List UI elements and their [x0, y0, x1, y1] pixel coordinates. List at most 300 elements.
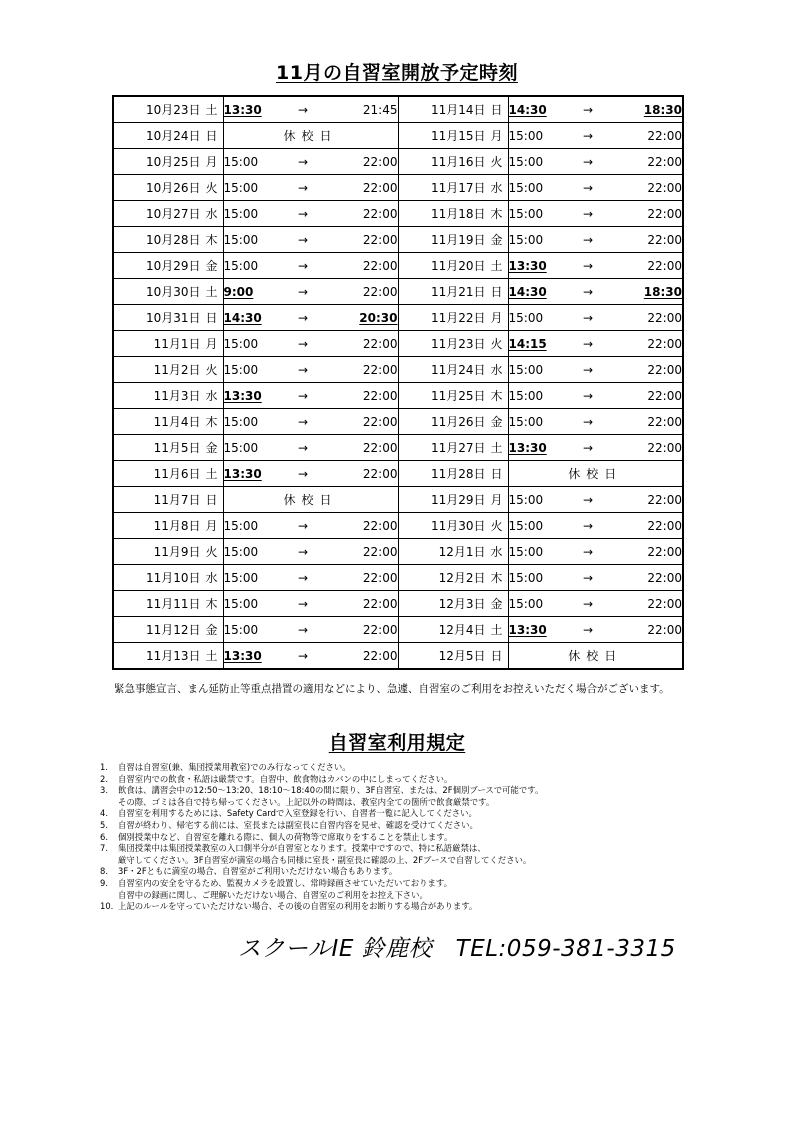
rule-item [100, 774, 690, 786]
schedule-date: 10月24日 [145, 129, 201, 143]
arrow-icon: → [568, 331, 608, 357]
schedule-date: 10月28日 [145, 233, 201, 247]
schedule-date-cell [113, 96, 223, 123]
schedule-date: 12月2日 [438, 571, 486, 585]
closed-label: 休校日 [223, 487, 398, 513]
schedule-date-cell [398, 357, 508, 383]
close-time [323, 383, 398, 409]
close-time [323, 565, 398, 591]
close-time [323, 253, 398, 279]
arrow-icon: → [283, 513, 323, 539]
schedule-weekday: 火 [205, 181, 218, 195]
arrow-icon: → [568, 591, 608, 617]
close-time-value: 22:00 [647, 362, 682, 377]
schedule-date-cell [398, 617, 508, 643]
close-time-value: 22:00 [647, 414, 682, 429]
close-time [323, 539, 398, 565]
close-time [608, 227, 683, 253]
schedule-weekday: 日 [205, 311, 218, 325]
close-time-value: 22:00 [362, 388, 398, 403]
schedule-date-cell [398, 513, 508, 539]
schedule-date: 11月5日 [153, 441, 201, 455]
arrow-icon: → [283, 357, 323, 383]
schedule-row [113, 201, 683, 227]
schedule-date-cell [398, 461, 508, 487]
open-time [223, 643, 283, 670]
rule-text: 自習は自習室(兼、集団授業用教室)でのみ行なってください。 [118, 762, 351, 772]
schedule-title: 11月の自習室開放予定時刻 [276, 62, 518, 84]
open-time [508, 539, 568, 565]
open-time-value: 13:30 [508, 258, 547, 273]
close-time [323, 643, 398, 670]
open-time-value: 15:00 [508, 180, 544, 195]
schedule-row [113, 539, 683, 565]
schedule-weekday: 日 [205, 493, 218, 507]
schedule-weekday: 日 [205, 129, 218, 143]
rule-item [100, 901, 690, 913]
open-time [223, 149, 283, 175]
closed-label: 休校日 [508, 643, 683, 670]
close-time-value: 22:00 [647, 180, 682, 195]
close-time-value: 18:30 [643, 284, 682, 299]
schedule-date-cell [113, 175, 223, 201]
close-time-value: 22:00 [647, 336, 682, 351]
schedule-weekday: 金 [490, 597, 503, 611]
close-time [608, 253, 683, 279]
schedule-date: 11月11日 [145, 597, 201, 611]
arrow-icon: → [568, 227, 608, 253]
open-time-value: 15:00 [508, 414, 544, 429]
open-time-value: 15:00 [223, 518, 259, 533]
schedule-date-cell [113, 617, 223, 643]
schedule-date-cell [398, 539, 508, 565]
rule-text-continued: 自習中の録画に関し、ご理解いただけない場合、自習室のご利用をお控え下さい。 [118, 889, 428, 900]
schedule-row [113, 565, 683, 591]
close-time [323, 149, 398, 175]
close-time [608, 513, 683, 539]
schedule-row [113, 149, 683, 175]
arrow-icon: → [283, 539, 323, 565]
close-time-value: 22:00 [362, 284, 398, 299]
arrow-icon: → [283, 591, 323, 617]
open-time [508, 617, 568, 643]
schedule-date: 11月24日 [430, 363, 486, 377]
schedule-weekday: 月 [490, 493, 503, 507]
schedule-date: 11月18日 [430, 207, 486, 221]
arrow-icon: → [568, 305, 608, 331]
schedule-row [113, 331, 683, 357]
open-time [508, 201, 568, 227]
rule-number: 3. [100, 785, 108, 796]
close-time [323, 175, 398, 201]
schedule-row [113, 409, 683, 435]
schedule-date-cell [398, 253, 508, 279]
open-time-value: 15:00 [508, 206, 544, 221]
schedule-date: 11月8日 [153, 519, 201, 533]
schedule-weekday: 日 [490, 285, 503, 299]
open-time [508, 227, 568, 253]
schedule-row [113, 643, 683, 670]
schedule-weekday: 火 [490, 337, 503, 351]
rule-item [100, 820, 690, 832]
schedule-date-cell [398, 227, 508, 253]
schedule-weekday: 水 [490, 363, 503, 377]
open-time-value: 15:00 [223, 232, 259, 247]
schedule-date: 11月17日 [430, 181, 486, 195]
close-time [323, 617, 398, 643]
open-time-value: 15:00 [508, 362, 544, 377]
schedule-weekday: 日 [490, 467, 503, 481]
arrow-icon: → [283, 227, 323, 253]
schedule-weekday: 日 [490, 103, 503, 117]
schedule-date-cell [113, 383, 223, 409]
open-time-value: 15:00 [508, 596, 544, 611]
schedule-weekday: 金 [490, 233, 503, 247]
open-time [508, 591, 568, 617]
schedule-date: 11月9日 [153, 545, 201, 559]
schedule-date-cell [113, 461, 223, 487]
schedule-date: 11月10日 [145, 571, 201, 585]
schedule-date: 11月15日 [430, 129, 486, 143]
rule-number: 9. [100, 877, 108, 888]
open-time [223, 227, 283, 253]
rule-number: 8. [100, 866, 108, 877]
schedule-date-cell [398, 409, 508, 435]
schedule-weekday: 金 [205, 259, 218, 273]
schedule-row [113, 617, 683, 643]
rule-number: 1. [100, 762, 108, 772]
schedule-row [113, 383, 683, 409]
open-time [223, 201, 283, 227]
rule-item [100, 832, 690, 844]
arrow-icon: → [283, 96, 323, 123]
schedule-date: 10月26日 [145, 181, 201, 195]
close-time [608, 617, 683, 643]
schedule-date: 11月4日 [153, 415, 201, 429]
schedule-weekday: 金 [205, 441, 218, 455]
open-time-value: 15:00 [223, 440, 259, 455]
open-time-value: 15:00 [223, 258, 259, 273]
rule-text: 自習が終わり、帰宅する前には、室長または副室長に自習内容を見せ、確認を受けてください。 [118, 819, 478, 830]
schedule-date: 11月25日 [430, 389, 486, 403]
schedule-row [113, 461, 683, 487]
close-time-value: 22:00 [362, 414, 398, 429]
schedule-weekday: 土 [490, 441, 503, 455]
open-time-value: 15:00 [508, 128, 544, 143]
close-time-value: 22:00 [647, 518, 682, 533]
close-time-value: 21:45 [362, 102, 398, 117]
open-time [508, 513, 568, 539]
open-time-value: 15:00 [508, 310, 544, 325]
open-time-value: 15:00 [223, 206, 259, 221]
arrow-icon: → [283, 461, 323, 487]
schedule-date: 10月27日 [145, 207, 201, 221]
schedule-weekday: 木 [490, 389, 503, 403]
rule-number: 4. [100, 808, 108, 819]
arrow-icon: → [568, 617, 608, 643]
arrow-icon: → [283, 149, 323, 175]
close-time [323, 513, 398, 539]
rule-item [100, 808, 690, 820]
open-time-value: 15:00 [508, 570, 544, 585]
arrow-icon: → [283, 279, 323, 305]
open-time [508, 149, 568, 175]
rule-number: 6. [100, 831, 108, 842]
schedule-date-cell [113, 123, 223, 149]
schedule-row [113, 357, 683, 383]
open-time [223, 513, 283, 539]
schedule-date: 11月20日 [430, 259, 486, 273]
rule-text: 飲食は、講習会中の12:50～13:20、18:10～18:40の間に限り、3F自習室、または、2F個別ブースで可能です。 [118, 785, 544, 796]
open-time-value: 14:30 [223, 310, 262, 325]
schedule-weekday: 日 [490, 649, 503, 663]
rule-number: 5. [100, 819, 108, 830]
rule-item [100, 866, 690, 878]
schedule-weekday: 月 [490, 129, 503, 143]
open-time-value: 15:00 [223, 154, 259, 169]
schedule-date: 12月3日 [438, 597, 486, 611]
close-time [323, 357, 398, 383]
schedule-date-cell [398, 201, 508, 227]
schedule-weekday: 火 [205, 545, 218, 559]
close-time-value: 22:00 [647, 622, 682, 637]
open-time-value: 15:00 [223, 336, 259, 351]
rule-text-continued: 厳守してください。3F自習室が満室の場合も同様に室長・副室長に確認の上、2Fブースで自習してください。 [118, 854, 532, 865]
open-time-value: 15:00 [223, 414, 259, 429]
schedule-date-cell [398, 175, 508, 201]
arrow-icon: → [568, 565, 608, 591]
schedule-date: 12月4日 [438, 623, 486, 637]
schedule-date-cell [113, 331, 223, 357]
open-time-value: 15:00 [508, 518, 544, 533]
schedule-weekday: 月 [205, 337, 218, 351]
close-time [608, 539, 683, 565]
closed-label: 休校日 [223, 123, 398, 149]
schedule-weekday: 土 [490, 259, 503, 273]
schedule-body [113, 96, 683, 669]
close-time-value: 22:00 [647, 154, 682, 169]
schedule-date-cell [398, 643, 508, 670]
arrow-icon: → [568, 435, 608, 461]
open-time [508, 175, 568, 201]
schedule-date: 11月19日 [430, 233, 486, 247]
arrow-icon: → [283, 305, 323, 331]
open-time-value: 13:30 [508, 440, 547, 455]
close-time-value: 22:00 [362, 154, 398, 169]
schedule-weekday: 火 [205, 363, 218, 377]
open-time [223, 383, 283, 409]
close-time-value: 22:00 [647, 310, 682, 325]
schedule-row [113, 435, 683, 461]
schedule-date: 11月1日 [153, 337, 201, 351]
open-time [223, 591, 283, 617]
schedule-weekday: 水 [490, 545, 503, 559]
open-time [508, 279, 568, 305]
schedule-date-cell [113, 409, 223, 435]
schedule-weekday: 金 [490, 415, 503, 429]
close-time [608, 96, 683, 123]
arrow-icon: → [568, 175, 608, 201]
close-time-value: 22:00 [362, 622, 398, 637]
schedule-date: 10月31日 [145, 311, 201, 325]
close-time-value: 22:00 [362, 544, 398, 559]
open-time-value: 15:00 [508, 232, 544, 247]
open-time-value: 13:30 [508, 622, 547, 637]
schedule-date-cell [113, 643, 223, 670]
close-time [608, 565, 683, 591]
schedule-weekday: 月 [205, 519, 218, 533]
schedule-weekday: 土 [205, 649, 218, 663]
schedule-weekday: 木 [490, 207, 503, 221]
schedule-date: 12月5日 [438, 649, 486, 663]
open-time-value: 13:30 [223, 102, 262, 117]
schedule-date: 11月3日 [153, 389, 201, 403]
close-time [608, 591, 683, 617]
arrow-icon: → [568, 487, 608, 513]
schedule-date-cell [113, 253, 223, 279]
close-time [608, 149, 683, 175]
schedule-date: 11月23日 [430, 337, 486, 351]
rule-text-continued: その際、ゴミは各自で持ち帰ってください。上記以外の時間は、教室内全ての箇所で飲食厳禁です。 [118, 796, 495, 807]
schedule-date-cell [398, 279, 508, 305]
close-time [323, 305, 398, 331]
schedule-date-cell [113, 279, 223, 305]
open-time-value: 13:30 [223, 648, 262, 663]
rules-title: 自習室利用規定 [328, 732, 466, 754]
open-time [508, 565, 568, 591]
close-time-value: 22:00 [362, 466, 398, 481]
open-time-value: 15:00 [223, 544, 259, 559]
close-time [608, 331, 683, 357]
schedule-weekday: 火 [490, 155, 503, 169]
schedule-date-cell [113, 435, 223, 461]
open-time [508, 487, 568, 513]
open-time [508, 253, 568, 279]
schedule-weekday: 木 [205, 597, 218, 611]
rule-text: 個別授業中など、自習室を離れる際に、個人の荷物等で席取りをすることを禁止します。 [118, 831, 453, 842]
close-time-value: 20:30 [359, 310, 398, 325]
schedule-date: 10月29日 [145, 259, 201, 273]
schedule-row [113, 96, 683, 123]
schedule-weekday: 火 [490, 519, 503, 533]
rule-text: 自習室内の安全を守るため、監視カメラを設置し、常時録画させていただいております。 [118, 877, 452, 888]
close-time-value: 22:00 [647, 492, 682, 507]
arrow-icon: → [283, 331, 323, 357]
close-time [608, 357, 683, 383]
arrow-icon: → [283, 383, 323, 409]
open-time-value: 15:00 [223, 180, 259, 195]
arrow-icon: → [568, 201, 608, 227]
close-time-value: 22:00 [362, 336, 398, 351]
schedule-date-cell [398, 487, 508, 513]
arrow-icon: → [568, 409, 608, 435]
rules-list [100, 762, 690, 913]
arrow-icon: → [283, 435, 323, 461]
schedule-date: 11月6日 [153, 467, 201, 481]
schedule-date-cell [113, 149, 223, 175]
schedule-date: 11月22日 [430, 311, 486, 325]
schedule-date-cell [398, 565, 508, 591]
schedule-date: 11月2日 [153, 363, 201, 377]
rule-text: 自習室内での飲食・私語は厳禁です。自習中、飲食物はカバンの中にしまってください。 [118, 773, 453, 784]
arrow-icon: → [283, 175, 323, 201]
schedule-weekday: 水 [205, 571, 218, 585]
schedule-row [113, 175, 683, 201]
schedule-date-cell [113, 591, 223, 617]
close-time [608, 487, 683, 513]
open-time-value: 15:00 [223, 570, 259, 585]
schedule-weekday: 木 [205, 415, 218, 429]
schedule-weekday: 土 [205, 467, 218, 481]
closed-label: 休校日 [508, 461, 683, 487]
close-time-value: 22:00 [647, 544, 682, 559]
notice-text: 緊急事態宣言、まん延防止等重点措置の適用などにより、急遽、自習室のご利用をお控えいただく場合がございます。 [114, 683, 670, 695]
schedule-date-cell [398, 383, 508, 409]
close-time-value: 18:30 [643, 102, 682, 117]
schedule-date: 11月7日 [153, 493, 201, 507]
close-time-value: 22:00 [362, 648, 398, 663]
open-time-value: 13:30 [223, 466, 262, 481]
close-time [608, 175, 683, 201]
schedule-date: 11月29日 [430, 493, 486, 507]
open-time [223, 175, 283, 201]
rule-item [100, 843, 690, 866]
close-time-value: 22:00 [362, 440, 398, 455]
close-time-value: 22:00 [647, 596, 682, 611]
schedule-date: 10月23日 [145, 103, 201, 117]
close-time [323, 279, 398, 305]
close-time-value: 22:00 [647, 440, 682, 455]
open-time-value: 14:15 [508, 336, 547, 351]
school-contact: スクールIE 鈴鹿校 TEL:059-381-3315 [238, 936, 676, 962]
arrow-icon: → [283, 201, 323, 227]
close-time [608, 383, 683, 409]
arrow-icon: → [283, 565, 323, 591]
schedule-row [113, 123, 683, 149]
rule-item [100, 785, 690, 808]
rule-text: 集団授業中は集団授業教室の入口側半分が自習室となります。授業中ですので、特に私語厳禁は、 [118, 843, 486, 854]
schedule-weekday: 金 [205, 623, 218, 637]
schedule-date-cell [398, 96, 508, 123]
arrow-icon: → [283, 409, 323, 435]
close-time-value: 22:00 [647, 128, 682, 143]
close-time [608, 435, 683, 461]
close-time [323, 461, 398, 487]
close-time-value: 22:00 [362, 232, 398, 247]
schedule-weekday: 月 [490, 311, 503, 325]
close-time-value: 22:00 [647, 388, 682, 403]
close-time-value: 22:00 [362, 362, 398, 377]
close-time [323, 331, 398, 357]
open-time [223, 461, 283, 487]
schedule-date-cell [113, 227, 223, 253]
open-time [508, 383, 568, 409]
schedule-date-cell [113, 201, 223, 227]
open-time [223, 409, 283, 435]
schedule-date-cell [398, 149, 508, 175]
schedule-date-cell [113, 357, 223, 383]
schedule-row [113, 591, 683, 617]
open-time-value: 15:00 [508, 492, 544, 507]
open-time [223, 253, 283, 279]
rule-text: 自習室を利用するためには、Safety Cardで入室登録を行い、自習者一覧に記入してください。 [118, 808, 477, 819]
schedule-weekday: 木 [205, 233, 218, 247]
open-time-value: 15:00 [508, 154, 544, 169]
schedule-table [112, 95, 684, 670]
open-time-value: 15:00 [223, 362, 259, 377]
arrow-icon: → [568, 539, 608, 565]
close-time-value: 22:00 [362, 596, 398, 611]
